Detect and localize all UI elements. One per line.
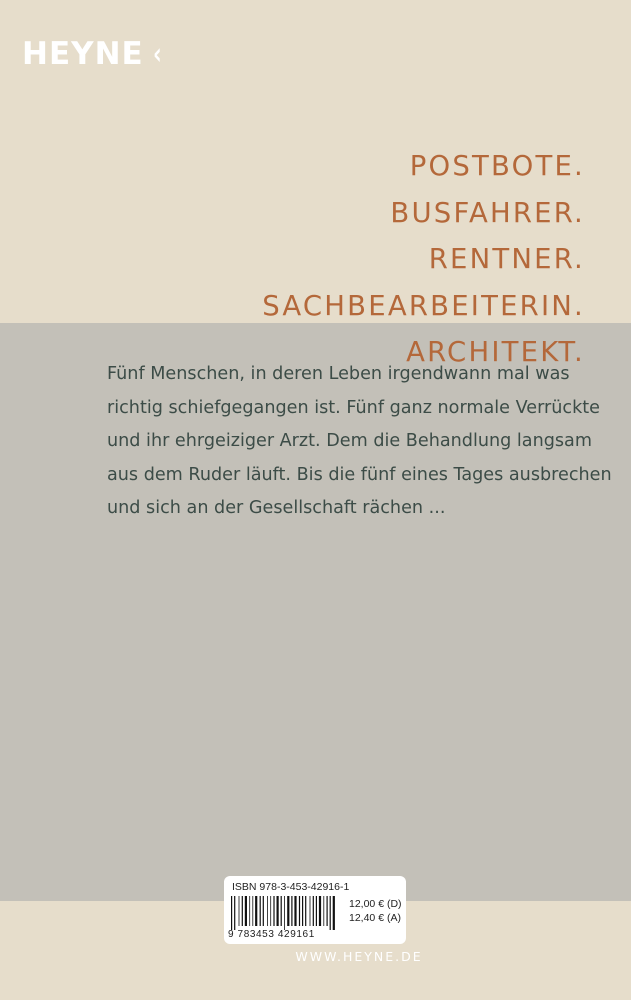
barcode-digits: 9 783453 429161 [228,929,315,940]
barcode-stripe [333,896,335,930]
barcode-stripe [284,896,285,930]
barcode-stripe [263,896,264,926]
barcode-stripe [249,896,250,926]
barcode-stripe [260,896,261,926]
profession-item: POSTBOTE. [409,150,585,182]
barcode-stripe [234,896,235,930]
barcode-stripe [239,896,240,926]
barcode-stripe [245,896,247,926]
barcode-stripe [299,896,300,926]
price-austria: 12,40 € (A) [349,912,401,924]
barcode-stripe [255,896,257,926]
blurb-line: und ihr ehrgeiziger Arzt. Dem die Behandlung langsam [107,431,592,451]
barcode-stripe [242,896,243,926]
publisher-website: WWW.HEYNE.DE [295,949,423,964]
barcode-stripe [310,896,311,926]
barcode-stripe [323,896,324,926]
blurb-line: richtig schiefgegangen ist. Fünf ganz normale Verrückte [107,397,600,418]
blurb-line: und sich an der Gesellschaft rächen ... [107,498,446,518]
blurb-line: Fünf Menschen, in deren Leben irgendwann mal was [107,364,570,384]
logo-text: HEYNE [22,36,144,72]
barcode-stripe [281,896,282,926]
blurb-line: aus dem Ruder läuft. Bis die fünf eines Tages ausbrechen [107,464,612,485]
profession-item: ARCHITEKT. [406,336,585,368]
barcode-stripe [330,896,331,930]
profession-item: RENTNER. [428,243,585,275]
barcode-icon [231,896,341,930]
profession-item: SACHBEARBEITERIN. [262,289,585,322]
profession-item: BUSFAHRER. [390,196,585,229]
barcode-stripe [270,896,271,926]
barcode-stripe [319,896,321,926]
publisher-logo [22,36,164,72]
barcode-stripe [294,896,296,926]
barcode-stripe [277,896,279,926]
barcode-label [224,876,406,944]
blurb-text [107,358,617,526]
isbn-number: ISBN 978-3-453-42916-1 [232,881,350,893]
professions-list [262,143,585,376]
barcode-stripe [305,896,306,926]
barcode-stripe [291,896,292,926]
barcode-stripe [252,896,253,926]
barcode-stripe [267,896,268,926]
barcode-stripe [327,896,328,926]
barcode-stripe [316,896,317,926]
logo-chevron-icon: ‹ [152,36,163,72]
barcode-stripe [302,896,303,926]
barcode-stripe [231,896,232,930]
price-germany: 12,00 € (D) [349,898,402,910]
barcode-stripe [273,896,274,926]
barcode-stripe [287,896,289,926]
barcode-stripe [313,896,314,926]
